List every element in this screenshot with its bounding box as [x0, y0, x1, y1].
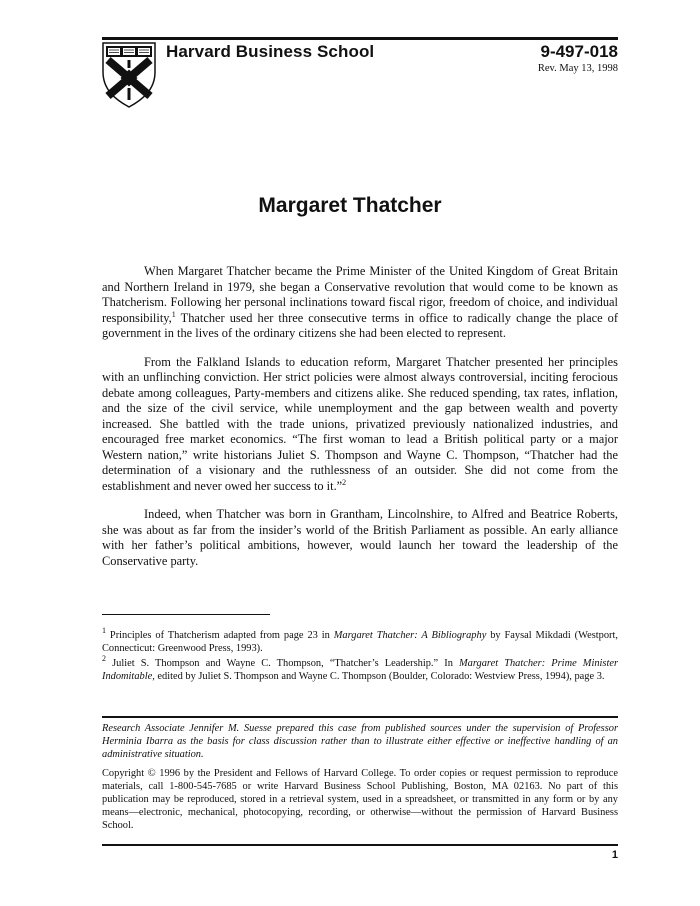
footnote-2-text-a: Juliet S. Thompson and Wayne C. Thompson, “Thatcher’s Leadership.” In [106, 658, 460, 669]
paragraph-2-text: From the Falkland Islands to education reform, Margaret Thatcher presented her principles with an unflinching conviction. Her strict policies were almost always controversial, inciting ferocious debate among colleagues, Party-members and citizens alike. She reduced spending, tax rates, inflation, and the size of the civil service, while unemployment and the gap between wealth and poverty increased. She battled with the trade unions, privatized previously nationalized industries, and encouraged free market economics. “The first woman to lead a British political party or a major Western nation,” write historians Juliet S. Thompson and Wayne C. Thompson, “Thatcher had the determination of a visionary and the ruthlessness of an outsider. She did not come from the establishment and never owed her success to it.” [102, 354, 618, 493]
body-text [102, 264, 618, 582]
page-number: 1 [611, 849, 618, 861]
footnote-2-title: Margaret Thatcher: Prime Minister Indomitable [102, 658, 618, 682]
footnote-1 [102, 626, 618, 655]
paragraph-1-text-a: When Margaret Thatcher became the Prime Minister of the United Kingdom of Great Britain and Northern Ireland in 1979, she began a Conservative revolution that would come to be known as Thatcherism. Following her personal inclinations toward fiscal rigor, freedom of choice, and individual responsibility, [102, 264, 618, 325]
paragraph-1 [102, 264, 618, 342]
research-note-rule [102, 716, 618, 718]
paragraph-1-text-b: Thatcher used her three consecutive terms in office to radically change the place of government in the lives of the ordinary citizens she had been elected to represent. [102, 310, 618, 340]
paragraph-2 [102, 355, 618, 495]
footnotes [102, 626, 618, 685]
revision-date: Rev. May 13, 1998 [537, 63, 618, 74]
footnote-ref-1: 1 [171, 309, 176, 319]
header-top-rule [102, 37, 618, 40]
footer-rule [102, 844, 618, 846]
research-note: Research Associate Jennifer M. Suesse prepared this case from published sources under the supervision of Professor Herminia Ibarra as the basis for class discussion rather than to illustrate either effective or ineffective handling of an administrative situation. [102, 723, 618, 760]
copyright-notice: Copyright © 1996 by the President and Fellows of Harvard College. To order copies or request permission to reproduce materials, call 1-800-545-7685 or write Harvard Business School Publishing, Boston, MA 02163. No part of this publication may be reproduced, stored in a retrieval system, used in a spreadsheet, or transmitted in any form or by any means—electronic, mechanical, photocopying, recording, or otherwise—without the permission of Harvard Business School. [102, 768, 618, 831]
footnote-2 [102, 654, 618, 683]
footnote-ref-2: 2 [342, 477, 347, 487]
school-name: Harvard Business School [166, 42, 375, 61]
footnote-1-text-a: Principles of Thatcherism adapted from page 23 in [106, 630, 334, 641]
paragraph-3: Indeed, when Thatcher was born in Grantham, Lincolnshire, to Alfred and Beatrice Roberts, she was about as far from the insider’s world of the British Parliament as possible. An early alliance with her father’s political ambitions, however, would launch her toward the leadership of the Conservative party. [102, 507, 618, 568]
document-title: Margaret Thatcher [258, 194, 442, 217]
footnote-2-number: 2 [102, 654, 106, 663]
footnote-1-title: Margaret Thatcher: A Bibliography [333, 630, 487, 641]
footnote-separator [102, 614, 270, 615]
footnote-1-text-b: by Faysal Mikdadi (Westport, Connecticut: Greenwood Press, 1993). [102, 630, 618, 654]
harvard-shield-icon [102, 42, 156, 108]
case-number: 9-497-018 [540, 42, 618, 61]
footnote-1-number: 1 [102, 626, 106, 635]
footnote-2-text-b: , edited by Juliet S. Thompson and Wayne C. Thompson (Boulder, Colorado: Westview Press, 1994), page 3. [152, 671, 605, 682]
